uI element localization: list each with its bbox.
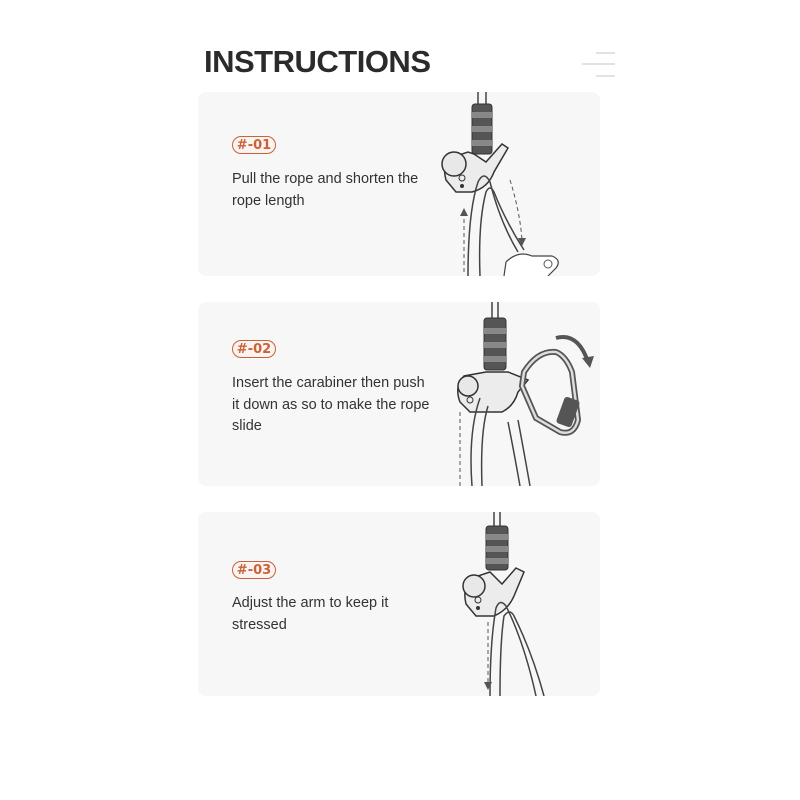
carabiner-insert-illustration [428,302,600,486]
page-title: INSTRUCTIONS [204,44,431,79]
step-description [232,373,429,438]
step-badge: #-03 [232,561,276,579]
step-text-line: Insert the carabiner then push [232,375,425,391]
step-text-line: stressed [232,616,287,633]
arm-adjust-illustration [428,512,600,696]
step-text-line: Adjust the arm to keep it [232,595,389,611]
step-badge: #-01 [232,136,276,154]
step-card-1 [198,92,600,276]
step-text-line: Pull the rope and shorten the [232,171,419,187]
step-text-line: rope length [232,192,305,209]
menu-lines-icon[interactable] [582,50,616,80]
step-description [232,593,388,636]
step-text-line: it down as so to make the rope [232,396,430,413]
step-text-line: slide [232,418,262,434]
step-description [232,169,418,212]
step-badge: #-02 [232,340,276,358]
step-card-2 [198,302,600,486]
rope-pull-illustration [428,92,600,276]
step-card-3 [198,512,600,696]
